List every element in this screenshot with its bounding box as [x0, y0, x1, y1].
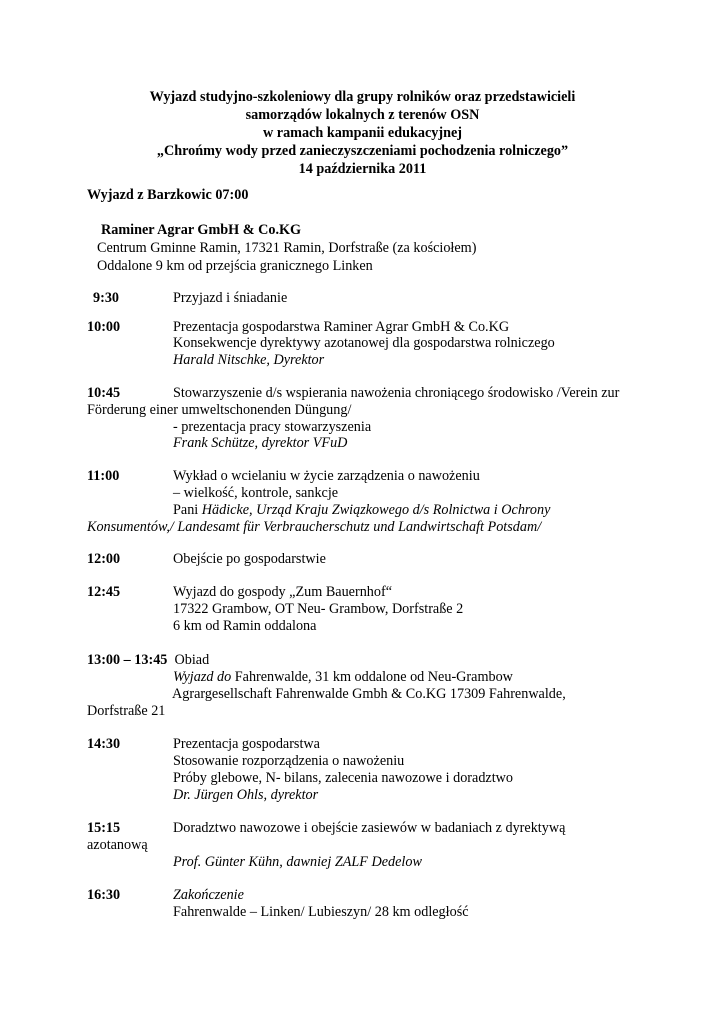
item-1300-line-1: [87, 651, 209, 669]
desc-1045-line-2: - prezentacja pracy stowarzyszenia: [173, 419, 372, 435]
venue-name: Raminer Agrar GmbH & Co.KG: [101, 222, 302, 238]
departure-heading: Wyjazd z Barzkowic 07:00: [87, 187, 249, 203]
desc-1630-line-1: Zakończenie: [173, 887, 244, 903]
time-1630: 16:30: [87, 887, 121, 903]
desc-1300-line-3: Agrargesellschaft Fahrenwalde Gmbh & Co.KG 17309 Fahrenwalde,: [172, 686, 566, 702]
desc-1245-line-3: 6 km od Ramin oddalona: [173, 618, 317, 634]
desc-1430-line-3: Próby glebowe, N- bilans, zalecenia nawozowe i doradztwo: [173, 770, 513, 786]
title-line-5: 14 października 2011: [298, 161, 427, 177]
venue-distance: Oddalone 9 km od przejścia granicznego Linken: [97, 258, 373, 274]
desc-1100-line-2: – wielkość, kontrole, sankcje: [173, 485, 339, 501]
title-line-3: w ramach kampanii edukacyjnej: [262, 125, 463, 141]
time-1515: 15:15: [87, 820, 121, 836]
time-1430: 14:30: [87, 736, 121, 752]
venue-address: Centrum Gminne Ramin, 17321 Ramin, Dorfstraße (za kościołem): [97, 240, 477, 256]
desc-1100-line-3: [173, 501, 550, 519]
time-1000: 10:00: [87, 319, 121, 335]
speaker-1000: Harald Nitschke, Dyrektor: [173, 352, 325, 368]
desc-1300-line-4: Dorfstraße 21: [87, 703, 166, 719]
desc-1045-line-1b: Förderung einer umweltschonenden Düngung/: [87, 402, 352, 418]
desc-1515-line-1b: azotanową: [87, 837, 148, 853]
time-1245: 12:45: [87, 584, 121, 600]
desc-1300-trip-detail: Fahrenwalde, 31 km oddalone od Neu-Grambow: [231, 669, 513, 685]
desc-1630-line-2: Fahrenwalde – Linken/ Lubieszyn/ 28 km odległość: [173, 904, 469, 920]
speaker-1100: Hädicke, Urząd Kraju Związkowego d/s Rolnictwa i Ochrony: [201, 502, 551, 518]
desc-1300-trip-label: Wyjazd do: [173, 669, 232, 685]
desc-1200: Obejście po gospodarstwie: [173, 551, 326, 567]
desc-1245-line-1: Wyjazd do gospody „Zum Bauernhof“: [173, 584, 392, 600]
desc-1000-line-2: Konsekwencje dyrektywy azotanowej dla gospodarstwa rolniczego: [173, 335, 555, 351]
time-1045: 10:45: [87, 385, 121, 401]
speaker-title: Pani: [173, 502, 202, 518]
speaker-1100-institution: Konsumentów,/ Landesamt für Verbraucherschutz und Landwirtschaft Potsdam/: [87, 519, 542, 535]
speaker-1045: Frank Schütze, dyrektor VFuD: [173, 435, 348, 451]
title-line-1: Wyjazd studyjno-szkoleniowy dla grupy rolników oraz przedstawicieli: [149, 89, 576, 105]
time-1100: 11:00: [87, 468, 120, 484]
time-0930: 9:30: [93, 290, 120, 306]
desc-1430-line-1: Prezentacja gospodarstwa: [173, 736, 320, 752]
document-title: [0, 88, 725, 178]
speaker-1430: Dr. Jürgen Ohls, dyrektor: [173, 787, 319, 803]
desc-1045-line-1: Stowarzyszenie d/s wspierania nawożenia chroniącego środowisko /Verein zur: [173, 385, 620, 401]
desc-0930: Przyjazd i śniadanie: [173, 290, 288, 306]
desc-1300-line-2: [173, 668, 513, 686]
time-1300: 13:00 – 13:45: [87, 652, 168, 668]
desc-1100-line-1: Wykład o wcielaniu w życie zarządzenia o nawożeniu: [173, 468, 480, 484]
speaker-1515: Prof. Günter Kühn, dawniej ZALF Dedelow: [173, 854, 422, 870]
desc-1515-line-1: Doradztwo nawozowe i obejście zasiewów w badaniach z dyrektywą: [173, 820, 566, 836]
title-line-2: samorządów lokalnych z terenów OSN: [245, 107, 480, 123]
desc-1245-line-2: 17322 Grambow, OT Neu- Grambow, Dorfstraße 2: [173, 601, 464, 617]
title-line-4: „Chrońmy wody przed zanieczyszczeniami pochodzenia rolniczego”: [156, 143, 569, 159]
desc-1430-line-2: Stosowanie rozporządzenia o nawożeniu: [173, 753, 405, 769]
time-1200: 12:00: [87, 551, 121, 567]
desc-1000-line-1: Prezentacja gospodarstwa Raminer Agrar GmbH & Co.KG: [173, 319, 510, 335]
desc-1300: Obiad: [174, 652, 210, 668]
